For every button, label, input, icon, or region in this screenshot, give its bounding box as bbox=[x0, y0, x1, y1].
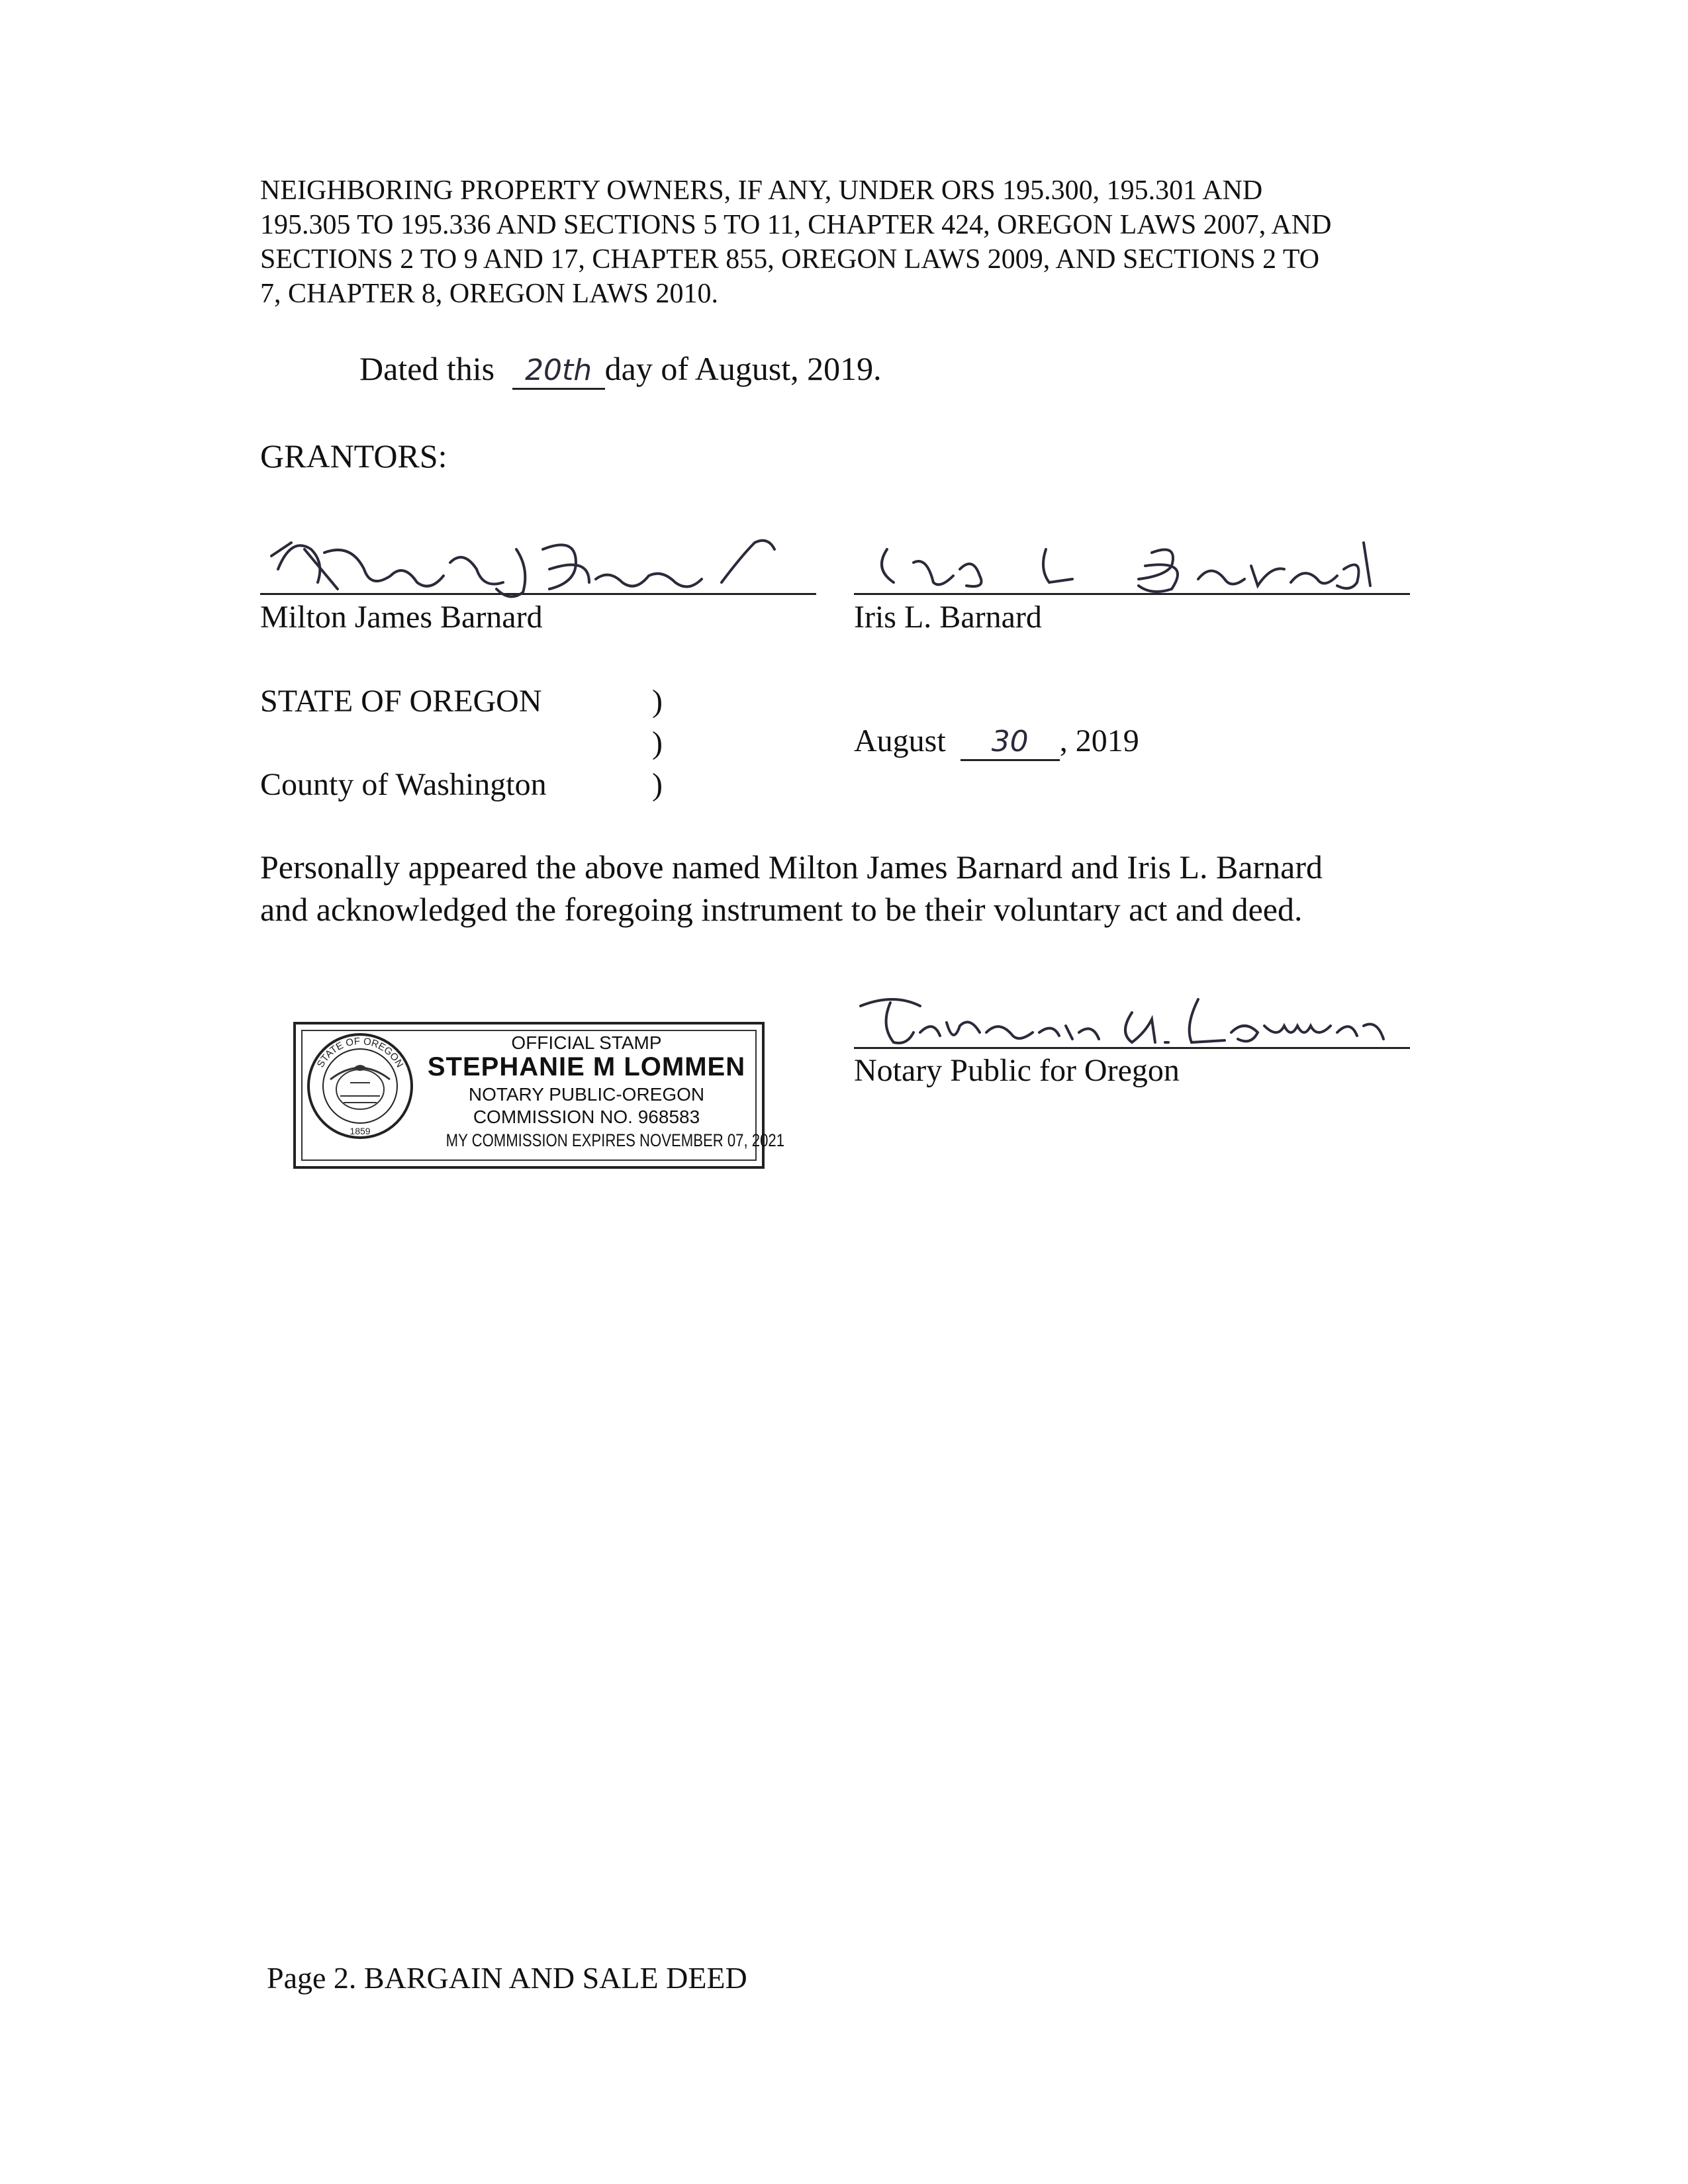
paragraph-line: 195.305 TO 195.336 AND SECTIONS 5 TO 11, CHAPTER 424, OREGON LAWS 2007, AND bbox=[260, 210, 1332, 240]
venue-paren: ) bbox=[652, 767, 663, 802]
paragraph-line: NEIGHBORING PROPERTY OWNERS, IF ANY, UNDER ORS 195.300, 195.301 AND bbox=[260, 175, 1263, 206]
paragraph-line: and acknowledged the foregoing instrument to be their voluntary act and deed. bbox=[260, 891, 1303, 928]
handwritten-day: 20th bbox=[525, 353, 592, 387]
acknowledgment-date bbox=[854, 723, 1139, 761]
handwritten-ack-day: 30 bbox=[991, 725, 1029, 758]
stamp-commission-expiry: MY COMMISSION EXPIRES NOVEMBER 07, 2021 bbox=[445, 1130, 785, 1150]
venue-state: STATE OF OREGON bbox=[260, 684, 542, 719]
paragraph-line: SECTIONS 2 TO 9 AND 17, CHAPTER 855, OREGON LAWS 2009, AND SECTIONS 2 TO bbox=[260, 244, 1320, 275]
seal-year: 1859 bbox=[350, 1126, 371, 1136]
ack-day-blank bbox=[961, 723, 1060, 761]
stamp-commission-number: COMMISSION NO. 968583 bbox=[473, 1107, 700, 1127]
grantor2-name: Iris L. Barnard bbox=[854, 600, 1042, 635]
ack-date-prefix: August bbox=[854, 723, 946, 758]
official-notary-stamp bbox=[293, 1022, 785, 1169]
acknowledgment-paragraph bbox=[260, 846, 1323, 931]
stamp-notary-public: NOTARY PUBLIC-OREGON bbox=[468, 1084, 705, 1105]
venue-paren: ) bbox=[652, 684, 663, 719]
ack-date-suffix: , 2019 bbox=[1059, 723, 1139, 758]
statutory-paragraph bbox=[260, 173, 1452, 311]
page-footer: Page 2. BARGAIN AND SALE DEED bbox=[267, 1961, 747, 1995]
day-blank bbox=[512, 349, 605, 390]
signature-notary bbox=[854, 986, 1397, 1052]
notary-title: Notary Public for Oregon bbox=[854, 1053, 1180, 1088]
grantor1-name: Milton James Barnard bbox=[260, 600, 543, 635]
dated-prefix: Dated this bbox=[359, 350, 495, 387]
paragraph-line: 7, CHAPTER 8, OREGON LAWS 2010. bbox=[260, 279, 718, 309]
stamp-heading: OFFICIAL STAMP bbox=[511, 1032, 662, 1053]
dated-line bbox=[359, 349, 882, 390]
paragraph-line: Personally appeared the above named Milton James Barnard and Iris L. Barnard bbox=[260, 848, 1323, 886]
svg-text:STATE OF OREGON: STATE OF OREGON bbox=[314, 1035, 406, 1070]
signature-milton bbox=[265, 529, 781, 602]
stamp-notary-name: STEPHANIE M LOMMEN bbox=[427, 1052, 746, 1081]
signature-iris bbox=[861, 529, 1390, 602]
venue-paren: ) bbox=[652, 725, 663, 760]
venue-county: County of Washington bbox=[260, 767, 547, 802]
grantors-label: GRANTORS: bbox=[260, 437, 447, 475]
oregon-state-seal-icon bbox=[304, 1030, 416, 1142]
dated-suffix: day of August, 2019. bbox=[604, 350, 882, 387]
